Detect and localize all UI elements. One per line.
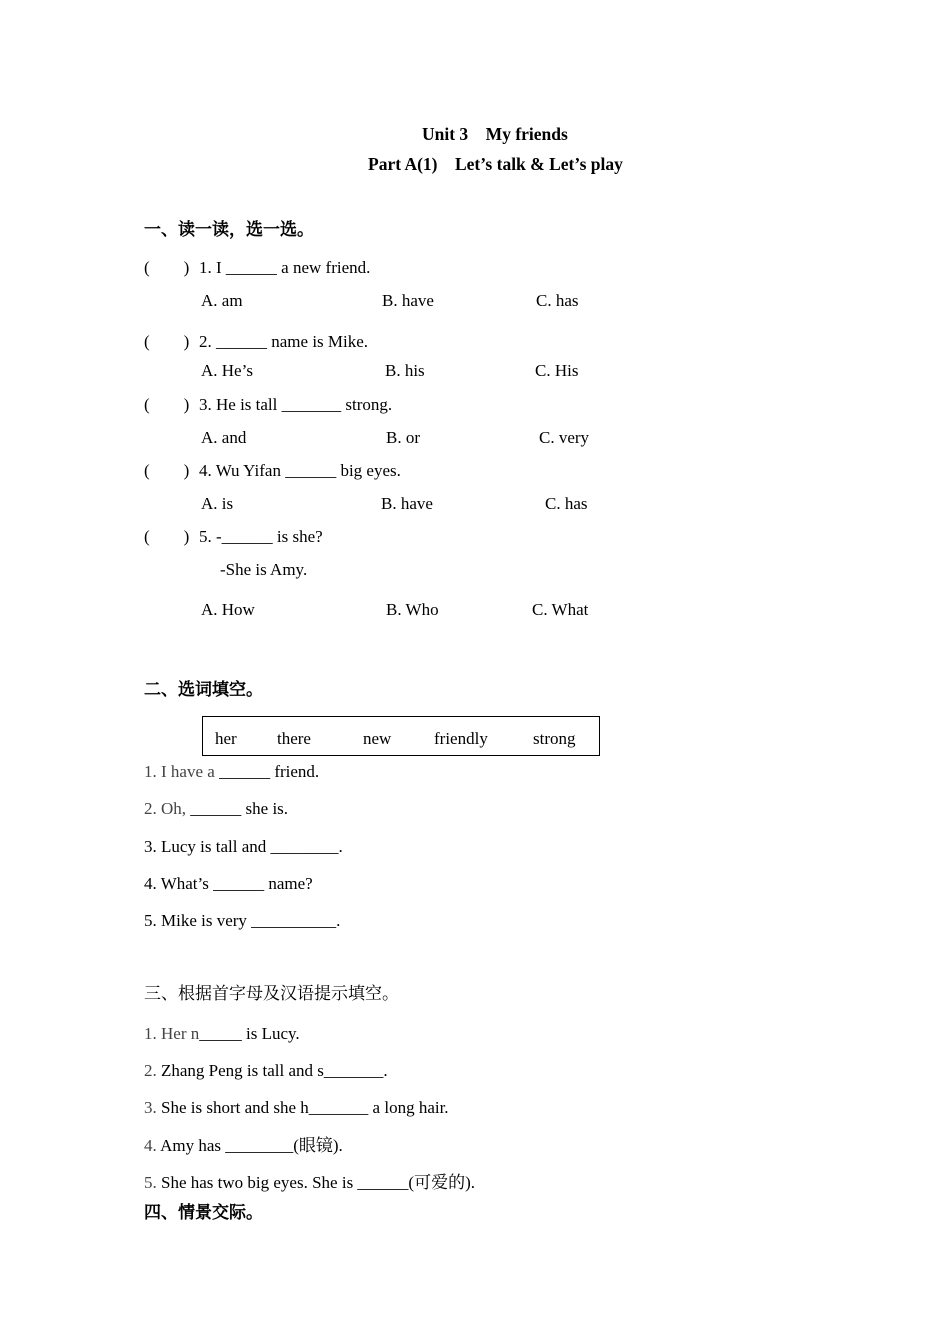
answer-paren[interactable]: ( ) — [144, 395, 190, 414]
option-c: C. has — [545, 494, 588, 513]
fill-item-4 — [144, 875, 313, 892]
answer-paren[interactable]: ( ) — [144, 332, 190, 351]
question-stem: 2. ______ name is Mike. — [199, 332, 369, 351]
hint-item-prefix: 5. — [144, 1173, 161, 1192]
section3-heading: 三、根据首字母及汉语提示填空。 — [144, 984, 399, 1004]
option-c: C. very — [539, 428, 590, 447]
hint-item-prefix: 4. — [144, 1136, 161, 1155]
question-stem-line2: -She is Amy. — [220, 560, 308, 579]
word-bank-box — [202, 716, 600, 756]
word-bank-item: her — [215, 729, 237, 748]
question-stem: 5. -______ is she? — [199, 527, 323, 546]
word-bank-item: new — [363, 729, 392, 748]
option-b: B. Who — [386, 600, 439, 619]
hint-item-2 — [144, 1062, 388, 1079]
fill-item-prefix: 5. Mike is very __________. — [144, 911, 341, 930]
option-a: A. and — [201, 428, 247, 447]
fill-item-text: ______ she is. — [190, 799, 289, 818]
hint-item-prefix: 1. Her n — [144, 1024, 200, 1043]
option-b: B. or — [386, 428, 420, 447]
option-b: B. his — [385, 361, 425, 380]
fill-item-prefix: 3. Lucy is tall and ________. — [144, 837, 343, 856]
option-a: A. How — [201, 600, 255, 619]
option-a: A. am — [201, 291, 243, 310]
unit-title: Unit 3 My friends — [422, 124, 568, 144]
hint-item-text: Zhang Peng is tall and s_______. — [161, 1061, 388, 1080]
answer-paren[interactable]: ( ) — [144, 461, 190, 480]
option-c: C. What — [532, 600, 589, 619]
hint-item-4 — [144, 1137, 343, 1154]
fill-item-3 — [144, 838, 343, 855]
section4-heading: 四、情景交际。 — [144, 1203, 263, 1223]
section1-heading: 一、读一读，选一选。 — [144, 220, 314, 240]
option-b: B. have — [382, 291, 434, 310]
hint-item-text: She has two big eyes. She is ______(可爱的). — [161, 1173, 476, 1192]
hint-item-text: She is short and she h_______ a long hair. — [161, 1098, 449, 1117]
answer-paren[interactable]: ( ) — [144, 527, 190, 546]
fill-item-1 — [144, 763, 319, 780]
hint-item-text: Amy has ________(眼镜). — [160, 1136, 343, 1155]
hint-item-3 — [144, 1099, 449, 1116]
answer-paren[interactable]: ( ) — [144, 258, 190, 277]
fill-item-2 — [144, 800, 288, 817]
word-bank-item: friendly — [434, 729, 488, 748]
option-a: A. is — [201, 494, 234, 513]
fill-item-prefix: 4. What’s ______ name? — [144, 874, 313, 893]
word-bank-item: there — [277, 729, 311, 748]
question-stem: 4. Wu Yifan ______ big eyes. — [199, 461, 401, 480]
hint-item-prefix: 2. — [144, 1061, 161, 1080]
option-c: C. has — [536, 291, 579, 310]
fill-item-text: ______ friend. — [219, 762, 320, 781]
fill-item-prefix: 2. Oh, — [144, 799, 191, 818]
fill-item-prefix: 1. I have a — [144, 762, 220, 781]
part-title: Part A(1) Let’s talk & Let’s play — [368, 154, 623, 174]
hint-item-5 — [144, 1174, 475, 1191]
hint-item-text: _____ is Lucy. — [199, 1024, 300, 1043]
hint-item-1 — [144, 1025, 300, 1042]
word-bank-item: strong — [533, 729, 576, 748]
hint-item-prefix: 3. — [144, 1098, 161, 1117]
question-stem: 1. I ______ a new friend. — [199, 258, 371, 277]
fill-item-5 — [144, 912, 340, 929]
option-c: C. His — [535, 361, 579, 380]
option-b: B. have — [381, 494, 433, 513]
question-stem: 3. He is tall _______ strong. — [199, 395, 393, 414]
section2-heading: 二、选词填空。 — [144, 680, 263, 700]
option-a: A. He’s — [201, 361, 253, 380]
